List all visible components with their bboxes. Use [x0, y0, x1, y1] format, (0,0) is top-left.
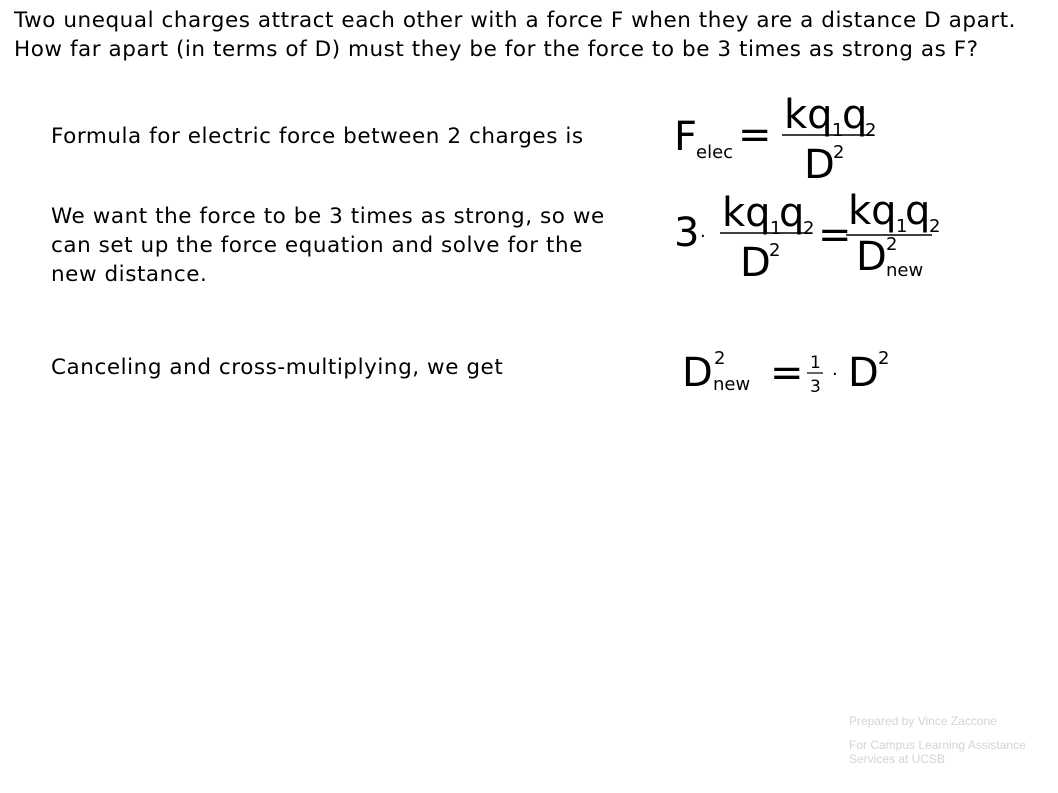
equation-new-distance-svg [682, 340, 912, 410]
equation-coulomb-law-svg [674, 84, 877, 188]
eq3-lhs-sub: new [713, 374, 751, 395]
eq3-equals: = [770, 350, 804, 396]
eq2-rnum-sub2: 2 [929, 216, 941, 237]
eq1-equals: = [738, 112, 772, 158]
eq1-num-kq: kq [784, 92, 833, 138]
eq2-dot: · [700, 226, 706, 247]
equation-coulomb-law [674, 84, 877, 188]
eq2-rden-sub: new [886, 260, 924, 281]
eq1-lhs-f: F [674, 114, 698, 160]
eq2-rden-sup: 2 [886, 234, 898, 255]
eq2-rnum-q2: q [905, 188, 931, 234]
eq1-num-q2: q [842, 92, 868, 138]
eq2-num-kq: kq [722, 190, 771, 236]
credit-author: Prepared by Vince Zaccone [849, 714, 997, 728]
eq3-dot: · [832, 364, 838, 385]
eq3-lhs-sup: 2 [714, 348, 726, 369]
eq3-rhs-sup: 2 [878, 348, 890, 369]
eq2-den-d: D [740, 240, 771, 286]
eq1-num-sub2: 2 [865, 120, 877, 141]
eq2-rnum-kq: kq [848, 188, 897, 234]
problem-statement: Two unequal charges attract each other with a force F when they are a distance D apart. How far apart (in terms of D) must they be for the force to be 3 times as strong as F? [14, 8, 1017, 62]
equation-triple-force-svg [674, 190, 944, 290]
eq3-rhs-d: D [848, 350, 879, 396]
eq2-factor: 3 [674, 210, 700, 256]
eq1-num-sub1: 1 [832, 120, 844, 141]
eq1-den-sup: 2 [833, 142, 845, 163]
credit-organization: For Campus Learning Assistance Services at UCSB [849, 738, 1026, 766]
eq1-lhs-sub: elec [696, 142, 734, 163]
eq2-num-q2: q [779, 190, 805, 236]
step-cancel-text: Canceling and cross-multiplying, we get [51, 355, 504, 380]
step-formula-text: Formula for electric force between 2 charges is [51, 124, 584, 149]
eq2-num-sub2: 2 [803, 218, 815, 239]
eq2-rden-d: D [856, 234, 887, 280]
eq3-lhs-d: D [682, 350, 713, 396]
equation-new-distance [682, 340, 912, 410]
eq3-frac-den: 3 [810, 377, 821, 397]
eq1-den-d: D [804, 142, 835, 188]
eq2-den-sup: 2 [769, 240, 781, 261]
equation-triple-force [674, 190, 944, 290]
eq2-rnum-sub1: 1 [896, 216, 908, 237]
eq2-num-sub1: 1 [770, 218, 782, 239]
step-setup-text: We want the force to be 3 times as strong, so we can set up the force equation and solve for the new distance. [51, 204, 605, 287]
eq3-frac-num: 1 [810, 353, 821, 373]
eq2-equals: = [818, 212, 852, 258]
